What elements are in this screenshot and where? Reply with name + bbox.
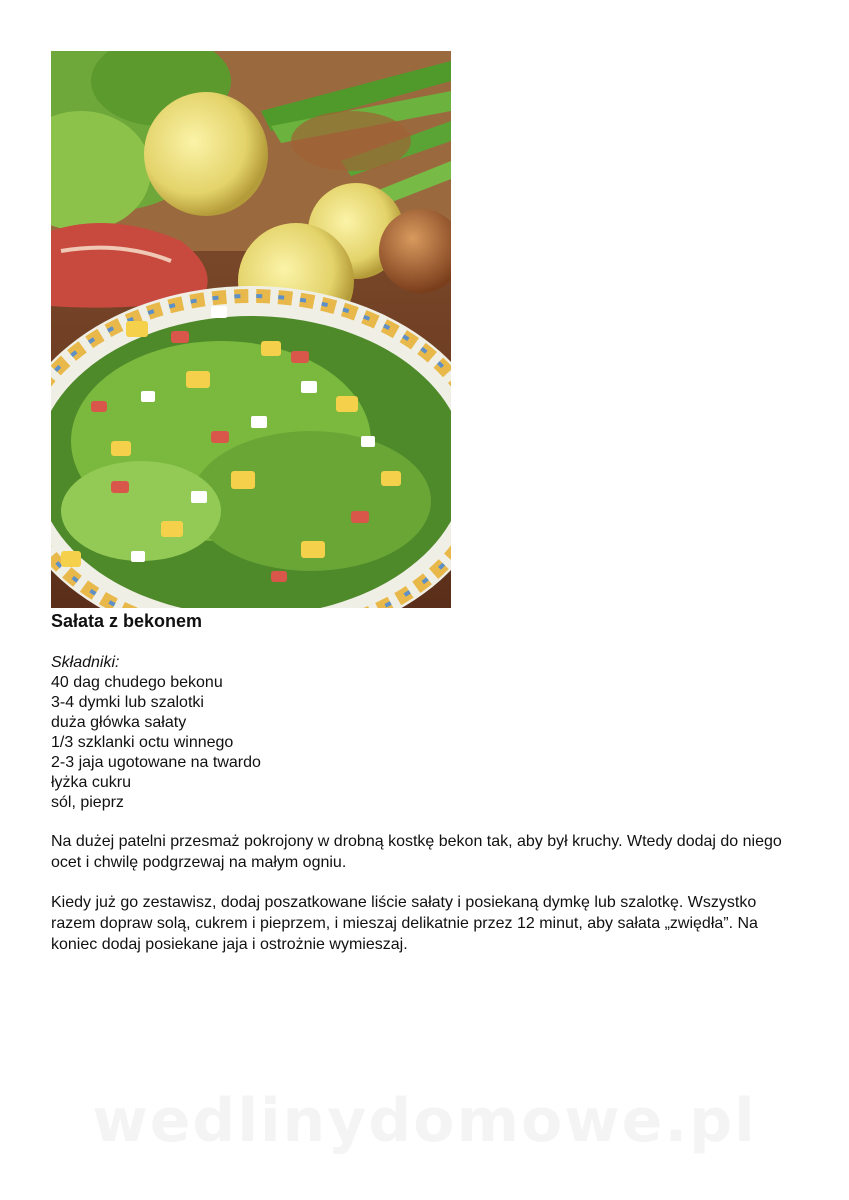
ingredients-section	[51, 653, 261, 813]
watermark: wedlinydomowe.pl	[92, 1086, 757, 1156]
ingredients-list	[51, 673, 261, 813]
ingredient-item: łyżka cukru	[51, 774, 132, 791]
ingredient-item: 2-3 jaja ugotowane na twardo	[51, 754, 261, 771]
salad-photo	[51, 51, 451, 608]
ingredient-item: duża główka sałaty	[51, 714, 187, 731]
ingredient-item: 40 dag chudego bekonu	[51, 674, 223, 691]
ingredients-label: Składniki:	[51, 654, 120, 671]
ingredient-item: sól, pieprz	[51, 794, 124, 811]
recipe-title: Sałata z bekonem	[51, 611, 203, 631]
ingredient-item: 3-4 dymki lub szalotki	[51, 694, 204, 711]
ingredient-item: 1/3 szklanki octu winnego	[51, 734, 234, 751]
instructions-paragraph-1: Na dużej patelni przesmaż pokrojony w drobną kostkę bekon tak, aby był kruchy. Wtedy dodaj do niego ocet i chwilę podgrzewaj na małym ogniu.	[51, 833, 782, 871]
instructions-paragraph-2: Kiedy już go zestawisz, dodaj poszatkowane liście sałaty i posiekaną dymkę lub szalotkę. Wszystko razem dopraw solą, cukrem i pieprzem, i mieszaj delikatnie przez 12 minut, aby sałata „zwiędła”. Na koniec dodaj posiekane jaja i ostrożnie wymieszaj.	[51, 894, 758, 953]
